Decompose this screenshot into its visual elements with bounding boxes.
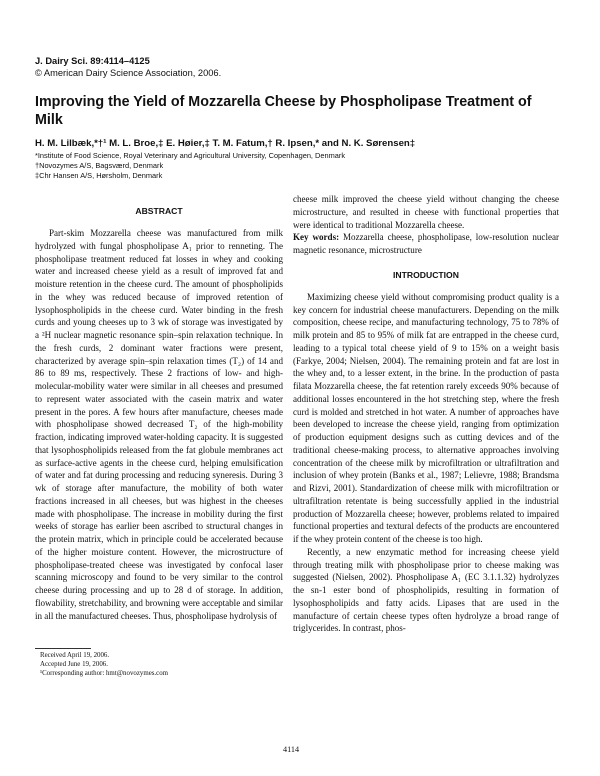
page-number: 4114 [283, 745, 300, 754]
keywords-label: Key words: [293, 232, 340, 243]
affiliations [35, 151, 345, 181]
journal-copyright: © American Dairy Science Association, 2006. [35, 67, 222, 78]
introduction-heading: INTRODUCTION [393, 269, 459, 280]
abstract-heading: ABSTRACT [135, 206, 183, 216]
affiliation-2: †Novozymes A/S, Bagsværd, Denmark [35, 161, 164, 170]
affiliation-1: *Institute of Food Science, Royal Veterinary and Agricultural University, Copenhagen, Denmark [35, 151, 346, 160]
received-date: Received April 19, 2006. [40, 652, 110, 659]
accepted-date: Accepted June 19, 2006. [40, 661, 108, 669]
affiliation-3: ‡Chr Hansen A/S, Hørsholm, Denmark [35, 171, 163, 180]
journal-citation: J. Dairy Sci. 89:4114–4125 [35, 56, 150, 66]
introduction-paragraph-1: Maximizing cheese yield without compromising product quality is a key concern for industrial cheese manufacturers. Depending on the milk composition, cheese recipe, and manufacturing technology, 75 to 78% of milk protein and 85 to 95% of milk fat are entrapped in the cheese curd, leading to a typical total cheese yield of 9 to 15% on a weight basis (Farkye, 2004; Nielsen, 2004). The remaining protein and fat are lost in the whey and, to a lesser extent, in the brine. In the production of pasta filata Mozzarella cheese, the fat retention rarely exceeds 90% because of additional losses encountered in the hot stretching step, where the fresh curd is molded and stretched in hot water. A number of approaches have been developed to increase the cheese yield, ranging from optimization of production equipment designs such as cutting devices and of the traditional cheese-making process, to alternative approaches involving concentration of the cheese milk by microfiltration or ultrafiltration and inclusion of whey protein (Banks et al., 1987; Lelievre, 1988; Brandsma and Rizvi, 2001). Standardization of cheese milk with microfiltration or ultrafiltration retentate is being successfully applied in the industrial production of Mozzarella cheese; however, problems related to impaired functional properties and textural defects of the products are encountered if the whey protein content of the cheese is too high. [293, 291, 559, 544]
abstract-text: Part-skim Mozzarella cheese was manufactured from milk hydrolyzed with fungal phospholipase A₁ prior to renneting. The phospholipase treatment reduced fat losses in whey and cooking water and increased cheese yield as a result of improved fat and moisture retention in the cheese curd. The amount of phospholipids in the whey was reduced because of improved retention of lysophospholipids in the cheese curd. Water binding in the fresh curds and young cheeses up to 3 wk of storage was investigated by a ²H nuclear magnetic resonance spin–spin relaxation technique. In the fresh curds, 2 dominant water fractions were present, characterized by average spin–spin relaxation times (T₂) of 14 and 86 to 89 ms, respectively. These 2 fractions of low- and high-molecular-mobility water were similar in all cheeses and presumed to represent water associated with the casein matrix and water present in the pores. A few hours after manufacture, cheeses made with phospholipase showed decreased T₂ of the high-mobility fraction, indicating improved water-holding capacity. It is suggested that lysophospholipids released from the fat globule membranes act as surface-active agents in the cheese curd, helping emulsification of water and fat during processing and reducing syneresis. During 3 wk of storage after manufacture, the mobility of both water fractions increased in all cheeses, but was highest in the cheeses made with phospholipase. The increase in mobility during the first weeks of storage has earlier been ascribed to structural changes in the protein matrix, which in principle could be accelerated because of the higher moisture content. However, the microstructure of phospholipase-treated cheese was investigated by confocal laser scanning microscopy and found to be very similar to the control cheese during processing and up to 28 d of storage. In addition, flowability, stretchability, and browning were acceptable and similar in all the manufactured cheeses. Thus, phospholipase hydrolysis of [35, 228, 283, 621]
keywords [293, 231, 559, 257]
abstract-continuation: cheese milk improved the cheese yield without changing the cheese microstructure, and resulted in cheese with functional properties that were identical to traditional Mozzarella cheese. [293, 194, 559, 230]
keywords-text: Mozzarella cheese, phospholipase, low-resolution nuclear magnetic resonance, microstructure [293, 232, 559, 255]
article-title: Improving the Yield of Mozzarella Cheese by Phospholipase Treatment of Milk [35, 94, 532, 128]
author-list: H. M. Lilbæk,*†¹ M. L. Broe,‡ E. Høier,‡ T. M. Fatum,† R. Ipsen,* and N. K. Sørensen‡ [35, 138, 416, 149]
corresponding-author: ¹Corresponding author: hmt@novozymes.com [40, 670, 169, 678]
footnotes [40, 651, 168, 679]
introduction-paragraph-2: Recently, a new enzymatic method for increasing cheese yield through treating milk with phospholipase prior to cheese making was suggested (Nielsen, 2002). Phospholipase A₁ (EC 3.1.1.32) hydrolyzes the sn-1 ester bond of phospholipids, resulting in formation of lysophospholipids and fatty acids. Lipases that are used in the manufacture of certain cheese types often hydrolyze a broad range of triglycerides. In contrast, phos- [293, 546, 559, 634]
right-column [293, 193, 559, 635]
footnote-divider [35, 648, 91, 649]
left-column [35, 205, 283, 622]
journal-reference [35, 56, 221, 79]
